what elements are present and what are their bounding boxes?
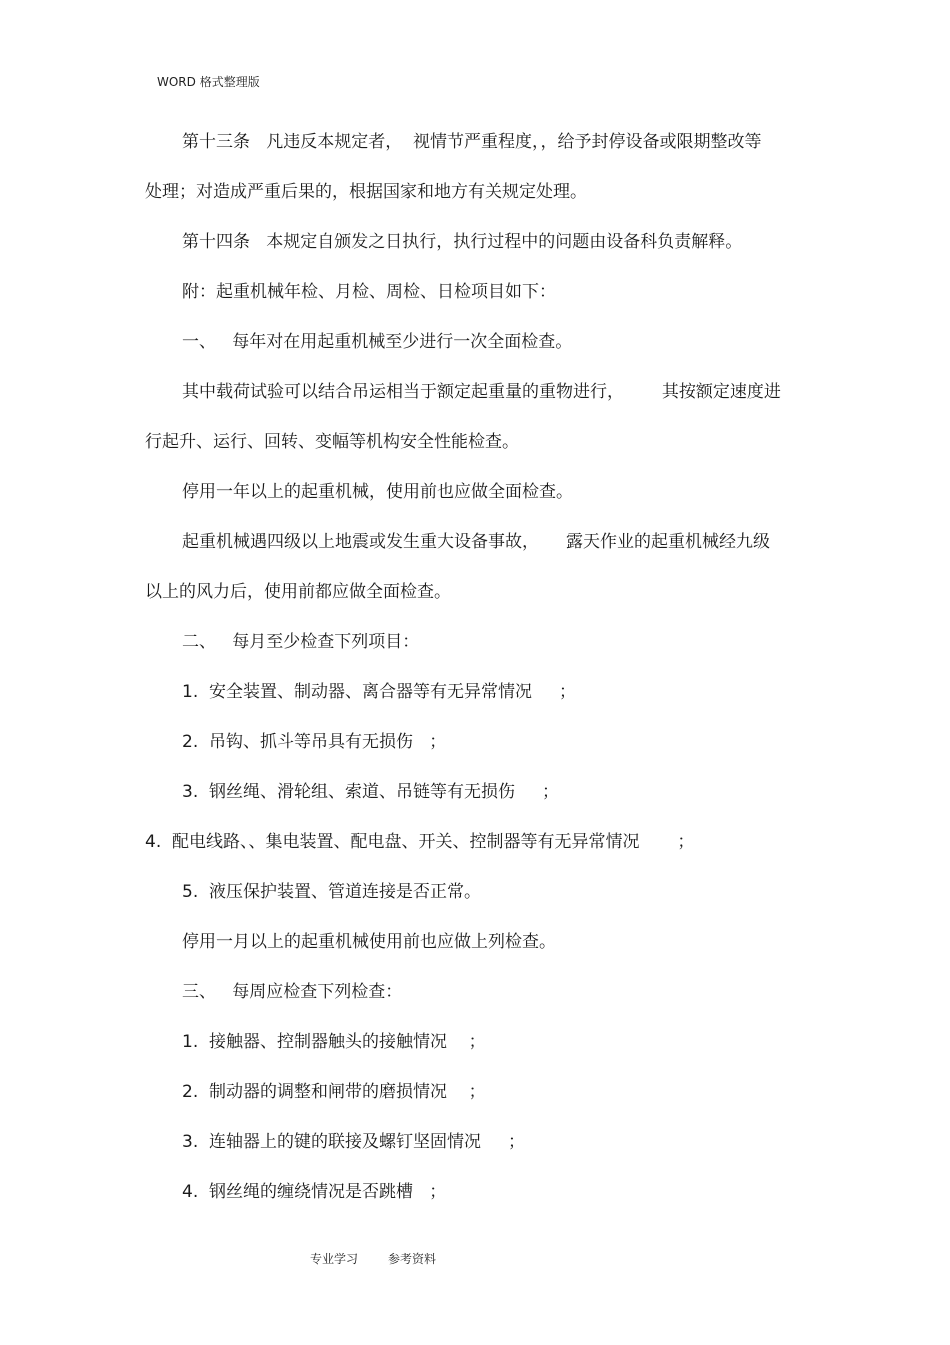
section-2-item-5: 5. 液压保护装置、管道连接是否正常。 [182, 882, 482, 902]
footer-left: 专业学习 [310, 1252, 359, 1266]
section-3-item-3: 3. 连轴器上的键的联接及螺钉坚固情况 ； [182, 1132, 526, 1152]
section-2-item-3: 3. 钢丝绳、滑轮组、索道、吊链等有无损伤 ； [182, 782, 560, 802]
section-2-note: 停用一月以上的起重机械使用前也应做上列检查。 [182, 932, 556, 952]
section-1-para-1-line-2: 行起升、运行、回转、变幅等机构安全性能检查。 [145, 432, 519, 452]
article-14: 第十四条 本规定自颁发之日执行，执行过程中的问题由设备科负责解释。 [182, 232, 743, 252]
section-1-para-3-line-2: 以上的风力后，使用前都应做全面检查。 [145, 582, 451, 602]
section-1-para-1-line-1: 其中载荷试验可以结合吊运相当于额定起重量的重物进行， 其按额定速度进 [182, 382, 781, 402]
section-1-para-3-line-1: 起重机械遇四级以上地震或发生重大设备事故， 露天作业的起重机械经九级 [182, 532, 771, 552]
section-2-heading: 二、 每月至少检查下列项目： [182, 632, 420, 652]
section-2-item-2: 2. 吊钩、抓斗等吊具有无损伤 ； [182, 732, 447, 752]
section-3-item-1: 1. 接触器、控制器触头的接触情况 ； [182, 1032, 486, 1052]
section-1-para-2: 停用一年以上的起重机械，使用前也应做全面检查。 [182, 482, 573, 502]
section-3-heading: 三、 每周应检查下列检查： [182, 982, 403, 1002]
article-13-line-1: 第十三条 凡违反本规定者， 视情节严重程度，，给予封停设备或限期整改等 [182, 132, 762, 152]
section-3-item-2: 2. 制动器的调整和闸带的磨损情况 ； [182, 1082, 486, 1102]
page-header: WORD 格式整理版 [157, 75, 260, 89]
appendix-title: 附：起重机械年检、月检、周检、日检项目如下： [182, 282, 556, 302]
section-3-item-4: 4. 钢丝绳的缠绕情况是否跳槽 ； [182, 1182, 447, 1202]
article-13-line-2: 处理；对造成严重后果的，根据国家和地方有关规定处理。 [145, 182, 587, 202]
footer-right: 参考资料 [388, 1252, 437, 1266]
section-2-item-1: 1. 安全装置、制动器、离合器等有无异常情况 ； [182, 682, 577, 702]
section-1-heading: 一、 每年对在用起重机械至少进行一次全面检查。 [182, 332, 573, 352]
section-2-item-4: 4. 配电线路、、集电装置、配电盘、开关、控制器等有无异常情况 ； [145, 832, 695, 852]
